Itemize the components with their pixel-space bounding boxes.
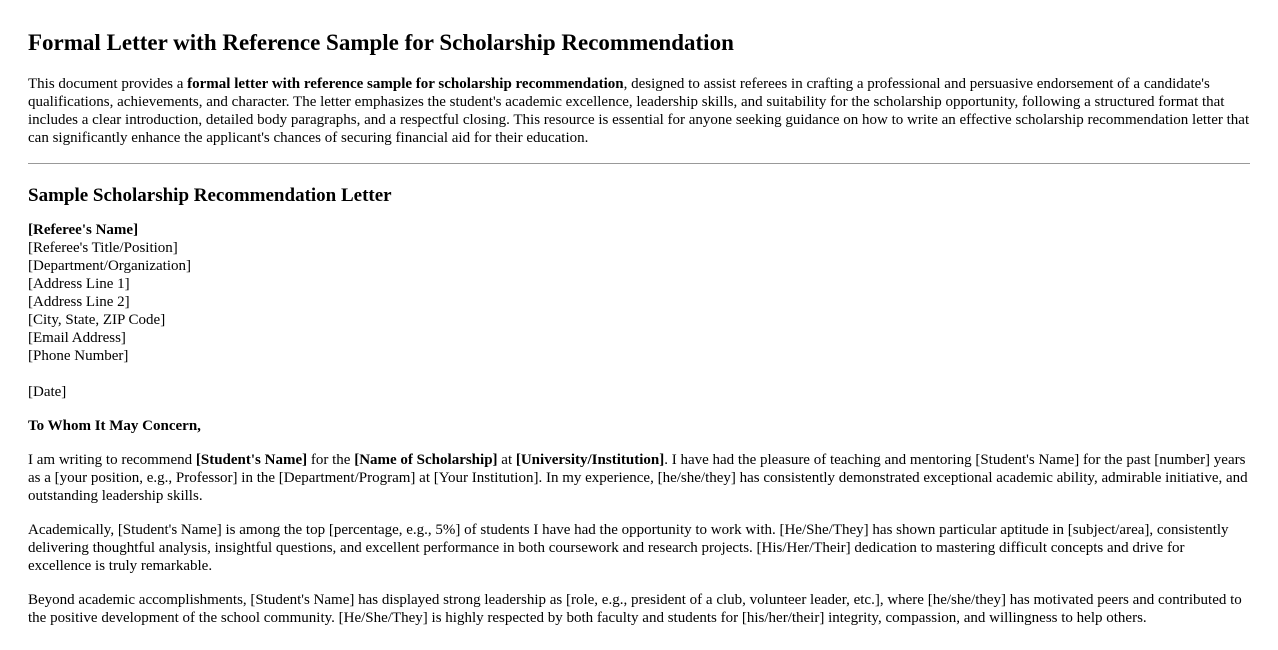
letter-date: [Date] <box>28 384 67 400</box>
paragraph-text: . I have had the pleasure of teaching and mentoring [Student's Name] for the past [number] years as a [your position, e.g., Professor] in the [Department/Program] at [Your Institution]. In my experience, [he/she/they] has consistently demonstrated exceptional academic ability, admirable initiative, and outstanding leadership skills. <box>28 452 1248 504</box>
paragraph-text: at <box>497 452 516 468</box>
referee-address-block <box>28 221 1250 365</box>
letter-heading: Sample Scholarship Recommendation Letter <box>28 185 392 206</box>
letter-paragraph-1 <box>28 451 1250 505</box>
letter-paragraph-3: Beyond academic accomplishments, [Student's Name] has displayed strong leadership as [role, e.g., president of a club, volunteer leader, etc.], where [he/she/they] has motivated peers and contributed to the positive development of the school community. [He/She/They] is highly respected by both faculty and students for [his/her/their] integrity, compassion, and willingness to help others. <box>28 592 1242 626</box>
intro-paragraph <box>28 75 1250 147</box>
address-line: [Address Line 2] <box>28 294 130 310</box>
intro-text-start: This document provides a <box>28 76 188 92</box>
intro-bold-phrase: formal letter with reference sample for scholarship recommendation <box>187 76 624 92</box>
intro-text-end: , designed to assist referees in crafting a professional and persuasive endorsement of a candidate's qualifications, achievements, and character. The letter emphasizes the student's academic excellence, leadership skills, and suitability for the scholarship opportunity, following a structured format that includes a clear introduction, detailed body paragraphs, and a respectful closing. This resource is essential for anyone seeking guidance on how to write an effective scholarship recommendation letter that can significantly enhance the applicant's chances of securing financial aid for their education. <box>28 76 1250 146</box>
scholarship-name-placeholder: [Name of Scholarship] <box>354 452 498 468</box>
address-line: [Referee's Title/Position] <box>28 240 178 256</box>
letter-salutation: To Whom It May Concern, <box>28 418 201 434</box>
paragraph-text: for the <box>307 452 355 468</box>
address-line: [Address Line 1] <box>28 276 130 292</box>
letter-paragraph-2: Academically, [Student's Name] is among the top [percentage, e.g., 5%] of students I have had the opportunity to work with. [He/She/They] has shown particular aptitude in [subject/area], consistently delivering thoughtful analysis, insightful questions, and excellent performance in both coursework and research projects. [His/Her/Their] dedication to mastering difficult concepts and drive for excellence is truly remarkable. <box>28 522 1229 574</box>
address-line: [Department/Organization] <box>28 258 191 274</box>
student-name-placeholder: [Student's Name] <box>195 452 308 468</box>
page-title: Formal Letter with Reference Sample for Scholarship Recommendation <box>28 30 734 55</box>
address-line: [Phone Number] <box>28 348 129 364</box>
referee-name: [Referee's Name] <box>28 222 139 238</box>
address-line: [City, State, ZIP Code] <box>28 312 166 328</box>
paragraph-text: I am writing to recommend <box>28 452 196 468</box>
institution-placeholder: [University/Institution] <box>515 452 665 468</box>
address-line: [Email Address] <box>28 330 126 346</box>
section-divider <box>28 163 1250 164</box>
